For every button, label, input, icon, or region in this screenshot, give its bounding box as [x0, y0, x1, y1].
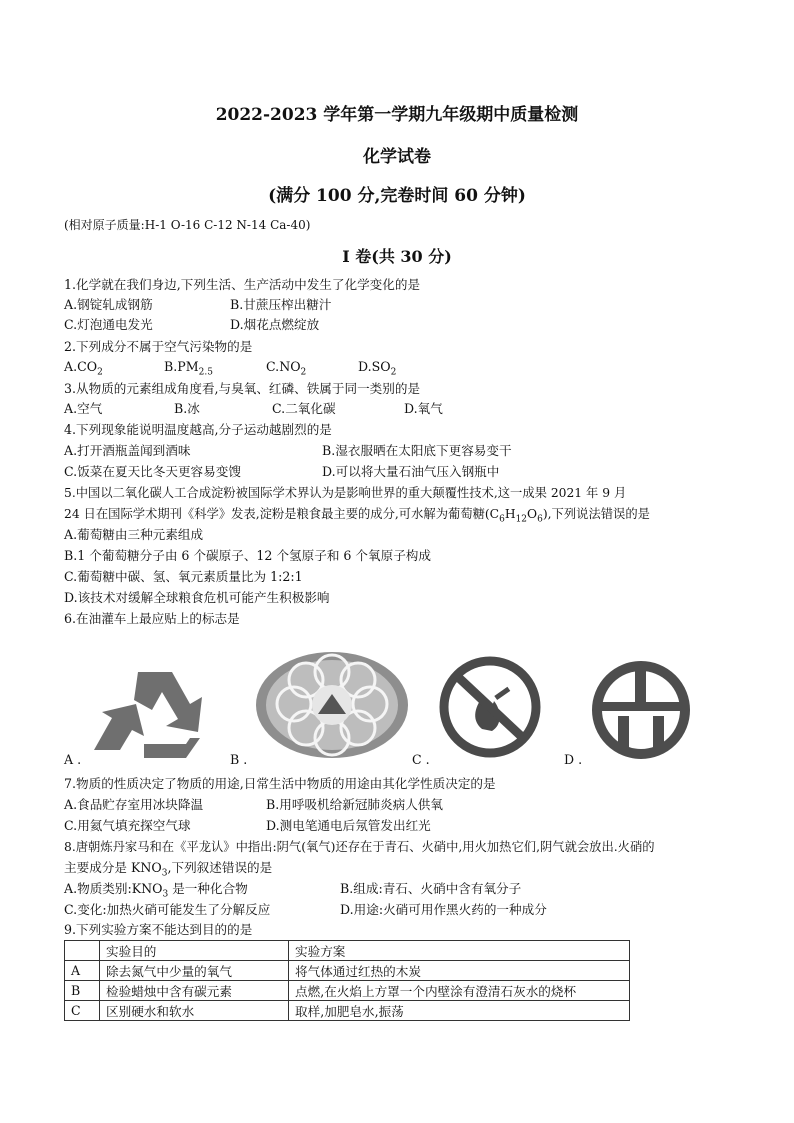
q8-option-a: A.物质类别$:KNO_3$ 是一种化合物: [64, 881, 248, 900]
exam-info: (满分 100 分,完卷时间 60 分钟): [268, 186, 526, 206]
table-cell: 将气体通过红热的木炭: [289, 961, 630, 981]
lab-safety-mark-icon: [586, 658, 696, 762]
table-cell: 除去氮气中少量的氧气: [100, 961, 289, 981]
q6-option-c: C .: [412, 752, 430, 767]
table-row: [65, 981, 630, 1001]
q8-stem-line1: 8.唐朝炼丹家马和在《平龙认》中指出:阴气(氧气)还存在于青石、火硝中,用火加热它们,阴气就会放出.火硝的: [64, 840, 655, 854]
q5-option-a: A.葡萄糖由三种元素组成: [64, 527, 204, 542]
q7-option-d: D.测电笔通电后氖管发出红光: [266, 818, 431, 833]
q6-stem: 6.在油灌车上最应贴上的标志是: [64, 611, 240, 626]
q4-option-d: D.可以将大量石油气压入钢瓶中: [322, 464, 500, 479]
q7-option-a: A.食品贮存室用冰块降温: [64, 797, 204, 812]
q5-option-d: D.该技术对缓解全球粮食危机可能产生积极影响: [64, 590, 330, 605]
q3-option-a: A.空气: [64, 401, 103, 416]
q5-stem-line2: 24 日在国际学术期刊《科学》发表,淀粉是粮食最主要的成分,可水解为葡萄糖$(C_6H_{12}O_6)$,下列说法错误的是: [64, 507, 650, 525]
q5-option-c: C.葡萄糖中碳、氢、氧元素质量比为 1:2:1: [64, 569, 303, 584]
atomic-mass-note: (相对原子质量:H-1 O-16 C-12 N-14 Ca-40): [64, 218, 311, 232]
q2-stem: 2.下列成分不属于空气污染物的是: [64, 339, 253, 354]
q3-option-d: D.氧气: [404, 401, 443, 416]
q2-option-b: $B.PM_{2.5}$: [164, 359, 213, 378]
q3-stem: 3.从物质的元素组成角度看,与臭氧、红磷、铁属于同一类别的是: [64, 381, 421, 396]
q8-option-d: D.用途:火硝可用作黑火药的一种成分: [340, 902, 547, 917]
q4-option-a: A.打开酒瓶盖闻到酒味: [64, 443, 191, 458]
q5-stem-line1: 5.中国以二氧化碳人工合成淀粉被国际学术界认为是影响世界的重大颠覆性技术,这一成果 2021 年 9 月: [64, 486, 627, 500]
q1-option-c: C.灯泡通电发光: [64, 317, 153, 332]
table-header-cell: 实验方案: [289, 941, 630, 961]
q6-option-a: A .: [64, 752, 82, 767]
q7-option-b: B.用呼吸机给新冠肺炎病人供氧: [266, 797, 443, 812]
table-cell: C: [65, 1001, 100, 1021]
q4-stem: 4.下列现象能说明温度越高,分子运动越剧烈的是: [64, 422, 332, 437]
experiment-table: [64, 940, 630, 1021]
q3-option-c: C.二氧化碳: [272, 401, 336, 416]
table-cell: A: [65, 961, 100, 981]
table-cell: 检验蜡烛中含有碳元素: [100, 981, 289, 1001]
exam-subject: 化学试卷: [363, 147, 431, 167]
q7-stem: 7.物质的性质决定了物质的用途,日常生活中物质的用途由其化学性质决定的是: [64, 776, 496, 791]
table-cell: B: [65, 981, 100, 1001]
q9-stem: 9.下列实验方案不能达到目的的是: [64, 922, 253, 937]
q5-option-b: B.1 个葡萄糖分子由 6 个碳原子、12 个氢原子和 6 个氧原子构成: [64, 548, 431, 563]
circular-emblem-icon: [252, 650, 412, 760]
q2-option-d: $D.SO_2$: [358, 359, 397, 378]
q2-option-a: $A.CO_2$: [64, 359, 103, 378]
table-cell: 点燃,在火焰上方罩一个内壁涂有澄清石灰水的烧杯: [289, 981, 630, 1001]
exam-title: 2022-2023 学年第一学期九年级期中质量检测: [215, 105, 579, 125]
table-header-cell: 实验目的: [100, 941, 289, 961]
section-title: I 卷(共 30 分): [342, 247, 452, 266]
q6-option-b: B .: [230, 752, 248, 767]
table-row: [65, 1001, 630, 1021]
table-cell: 取样,加肥皂水,振荡: [289, 1001, 630, 1021]
q1-stem: 1.化学就在我们身边,下列生活、生产活动中发生了化学变化的是: [64, 277, 421, 292]
q6-option-d: D .: [564, 752, 583, 767]
q1-option-b: B.甘蔗压榨出糖汁: [230, 297, 332, 312]
q8-stem-line2: 主要成分是 $KNO_3$,下列叙述错误的是: [64, 860, 273, 879]
no-fire-sign-icon: [436, 655, 544, 759]
table-header-row: [65, 941, 630, 961]
q8-option-c: C.变化:加热火硝可能发生了分解反应: [64, 902, 271, 917]
q2-option-c: $C.NO_2$: [266, 359, 307, 378]
table-header-cell: [65, 941, 100, 961]
q1-option-d: D.烟花点燃绽放: [230, 317, 320, 332]
table-cell: 区别硬水和软水: [100, 1001, 289, 1021]
q7-option-c: C.用氦气填充探空气球: [64, 818, 191, 833]
q8-option-b: B.组成:青石、火硝中含有氧分子: [340, 881, 522, 896]
q3-option-b: B.冰: [174, 401, 200, 416]
q4-option-b: B.湿衣服晒在太阳底下更容易变干: [322, 443, 512, 458]
q1-option-a: A.钢锭轧成钢筋: [64, 297, 153, 312]
table-row: [65, 961, 630, 981]
recycle-sign-icon: [90, 664, 220, 760]
q4-option-c: C.饭菜在夏天比冬天更容易变馊: [64, 464, 241, 479]
